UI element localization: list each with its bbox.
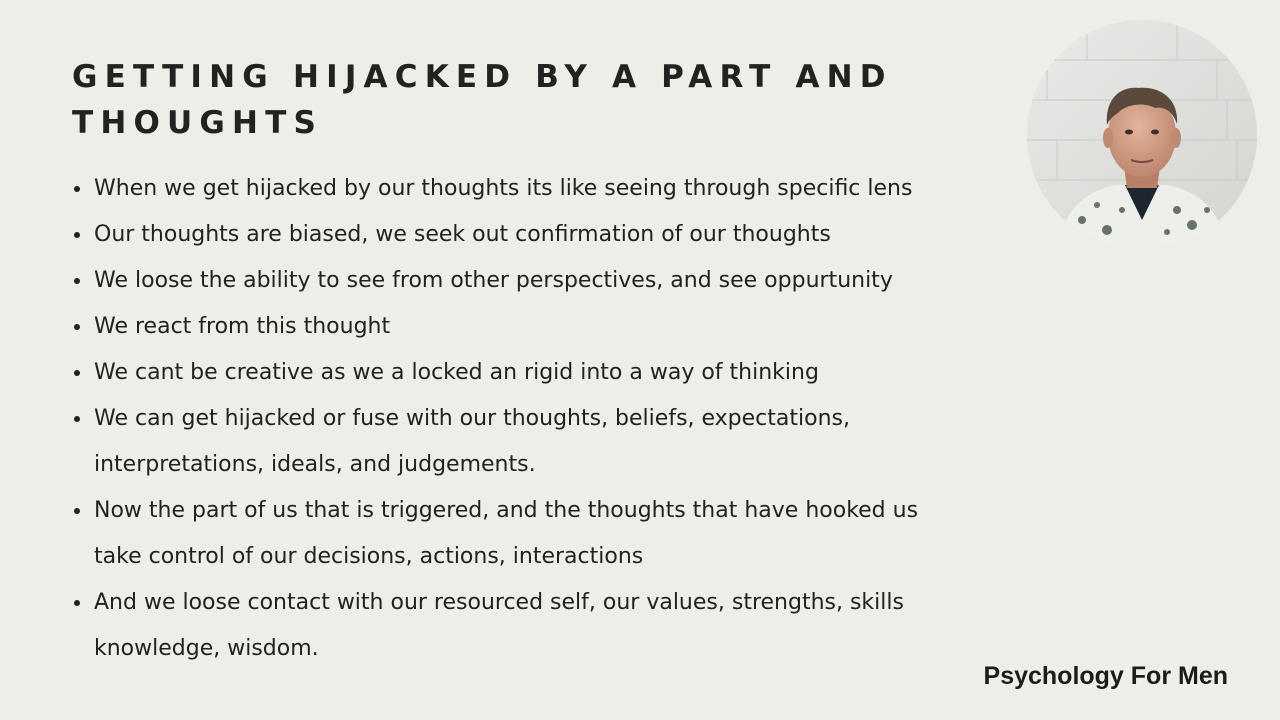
bullet-item: Our thoughts are biased, we seek out confirmation of our thoughts (72, 212, 972, 258)
slide-title: GETTING HIJACKED BY A PART AND THOUGHTS (72, 59, 893, 141)
bullet-item: We react from this thought (72, 304, 972, 350)
bullet-item: We cant be creative as we a locked an rigid into a way of thinking (72, 350, 972, 396)
bullet-item: We loose the ability to see from other perspectives, and see oppurtunity (72, 258, 972, 304)
brand-label: Psychology For Men (983, 662, 1228, 690)
bullet-item: Now the part of us that is triggered, and the thoughts that have hooked us take control of our decisions, actions, interactions (72, 488, 972, 580)
presenter-video-avatar-icon (1027, 20, 1257, 250)
presenter-video (1027, 20, 1257, 250)
bullet-item: We can get hijacked or fuse with our thoughts, beliefs, expectations, interpretations, ideals, and judgements. (72, 396, 972, 488)
bullet-item: When we get hijacked by our thoughts its like seeing through specific lens (72, 166, 972, 212)
bullet-list (72, 166, 972, 672)
bullet-item: And we loose contact with our resourced self, our values, strengths, skills knowledge, wisdom. (72, 580, 972, 672)
